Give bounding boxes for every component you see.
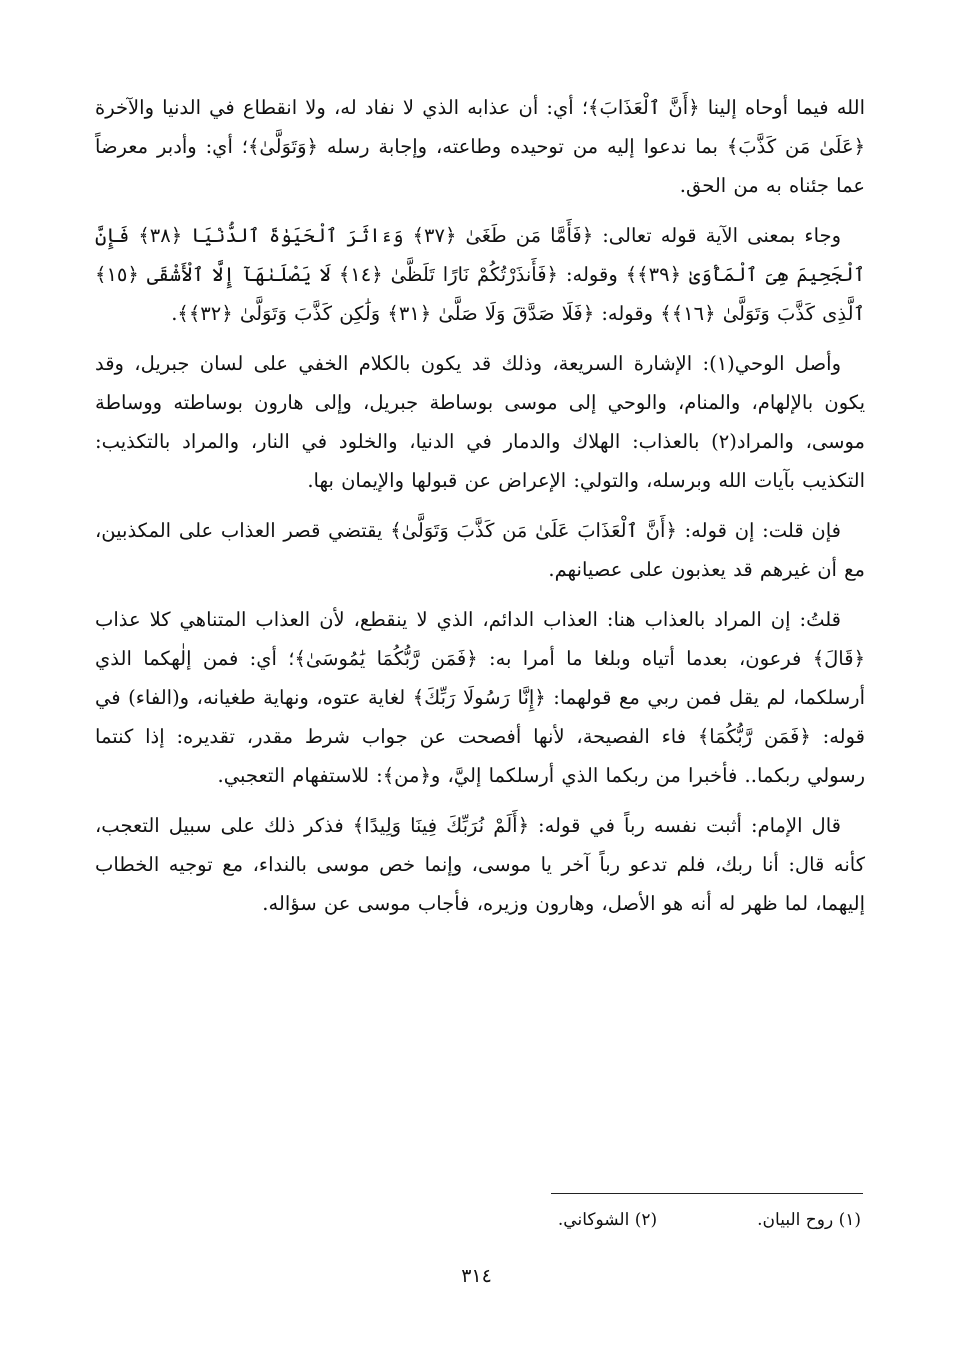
page-body: [95, 88, 865, 934]
footnotes: [261, 1210, 861, 1230]
paragraph-3: وأصل الوحي(١): الإشارة السريعة، وذلك قد يكون بالكلام الخفي على لسان جبريل، وقد يكون بالإلهام، والمنام، والوحي إلى موسى بوساطة جبريل، وإلى هارون بوساطته ووساطة موسى، والمراد(٢) بالعذاب: الهلاك والدمار في الدنيا، والخلود في النار، والمراد بالتكذيب: التكذيب بآيات الله وبرسله، والتولي: الإعراض عن قبولها والإيمان بها.: [95, 352, 866, 492]
footnote-2: (٢) الشوكاني.: [557, 1210, 658, 1230]
footnote-1: (١) روح البيان.: [757, 1210, 861, 1230]
paragraph-2: وجاء بمعنى الآية قوله تعالى: ﴿فَأَمَّا مَن طَغَىٰ ﴿٣٧﴾ وَءَاثَرَ ٱلْحَيَوٰةَ ٱلدُّنْيَا ﴿٣٨﴾ فَإِنَّ ٱلْجَحِيمَ هِىَ ٱلْمَأْوَىٰ ﴿٣٩﴾﴾ وقوله: ﴿فَأَنذَرْتُكُمْ نَارًا تَلَظَّىٰ ﴿١٤﴾ لَا يَصْلَىٰهَآ إِلَّا ٱلْأَشْقَى ﴿١٥﴾ ٱلَّذِى كَذَّبَ وَتَوَلَّىٰ ﴿١٦﴾﴾ وقوله: ﴿فَلَا صَدَّقَ وَلَا صَلَّىٰ ﴿٣١﴾ وَلَٰكِن كَذَّبَ وَتَوَلَّىٰ ﴿٣٢﴾﴾.: [95, 224, 866, 325]
page-number: ٣١٤: [461, 1265, 492, 1287]
paragraph-4: فإن قلت: إن قوله: ﴿أَنَّ ٱلْعَذَابَ عَلَىٰ مَن كَذَّبَ وَتَوَلَّىٰ﴾ يقتضي قصر العذاب على المكذبين، مع أن غيرهم قد يعذبون على عصيانهم.: [95, 519, 865, 581]
paragraph-5: قلتُ: إن المراد بالعذاب هنا: العذاب الدائم، الذي لا ينقطع، لأن العذاب المتناهي كلا عذاب ﴿قَالَ﴾ فرعون، بعدما أتياه وبلغا ما أمرا به: ﴿فَمَن رَّبُّكُمَا يَٰمُوسَىٰ﴾؛ أي: فمن إلٰهكما الذي أرسلكما، لم يقل فمن ربي مع قولهما: ﴿إِنَّا رَسُولَا رَبِّكَ﴾ لغاية عتوه، ونهاية طغيانه، و(الفاء) في قوله: ﴿فَمَن رَّبُّكُمَا﴾ فاء الفصيحة، لأنها أفصحت عن جواب شرط مقدر، تقديره: إذا كنتما رسولي ربكما.. فأخبرا من ربكما الذي أرسلكما إليَّ، و﴿من﴾: للاستفهام التعجبي.: [95, 608, 865, 787]
paragraph-6: قال الإمام: أثبت نفسه رباً في قوله: ﴿أَلَمْ نُرَبِّكَ فِينَا وَلِيدًا﴾ فذكر ذلك على سبيل التعجب، كأنه قال: أنا ربك، فلم تدعو رباً آخر يا موسى، وإنما خص موسى بالنداء، مع توجيه الخطاب إليهما، لما ظهر له أنه هو الأصل، وهارون وزيره، فأجاب موسى عن سؤاله.: [95, 814, 865, 915]
footnote-divider: [551, 1193, 863, 1194]
paragraph-1: الله فيما أوحاه إلينا ﴿أَنَّ ٱلْعَذَابَ﴾؛ أي: أن عذابه الذي لا نفاد له، ولا انقطاع في الدنيا والآخرة ﴿عَلَىٰ مَن كَذَّبَ﴾ بما ندعوا إليه من توحيده وطاعته، وإجابة رسله ﴿وَتَوَلَّىٰ﴾؛ أي: وأدبر معرضاً عما جئناه به من الحق.: [95, 96, 865, 197]
